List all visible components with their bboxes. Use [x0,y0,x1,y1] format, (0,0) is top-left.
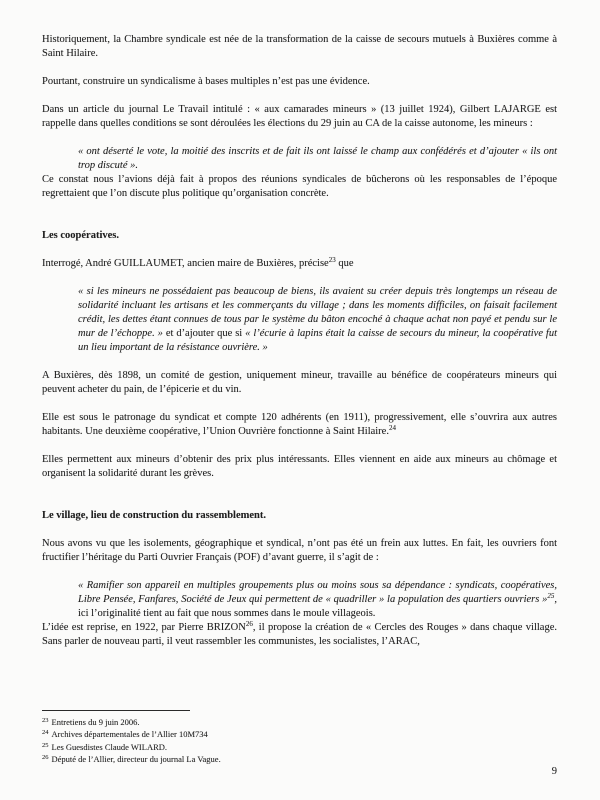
footnote-number: 26 [42,754,49,762]
text-segment: que [335,258,354,269]
footnote-number: 23 [42,717,49,724]
quote-roman-segment: et d’ajouter que si [165,328,246,339]
block-quote-ramifier [78,579,557,621]
block-quote-solidarite [78,285,557,355]
quote-italic-segment: « l’écurie à lapins était la caisse de secours du mineur, la coopérative fut un lieu important de la résistance ouvrière. » [78,328,557,353]
footnote-26 [42,753,557,765]
paragraph-ce-constat: Ce constat nous l’avions déjà fait à propos des réunions syndicales de bûcherons où les responsables de l’époque regrettaient que l’on discute plus politique qu’organisation concrète. [42,174,557,199]
paragraph-guillaumet [42,257,557,271]
footnote-ref-23: 23 [328,256,336,264]
paragraph-prix: Elles permettent aux mineurs d’obtenir des prix plus intéressants. Elles viennent en aide aux mineurs au chômage et organisent la solidarité durant les grèves. [42,454,557,479]
text-segment: Elle est sous le patronage du syndicat et compte 120 adhérents (en 1911), progressivement, elle s’ouvrira aux autres habitants. Une deuxième coopérative, l’Union Ouvrière fonctionne à Saint Hilaire. [42,412,557,437]
page-number: 9 [551,766,557,777]
quote-roman-segment: , ici l’originalité tient au fait que nous sommes dans le moule villageois. [78,594,557,619]
quote-italic-segment: « si les mineurs ne possédaient pas beaucoup de biens, ils avaient su créer depuis très longtemps un réseau de solidarité incluant les artisans et les commerçants du village ; dans les moments difficiles, on faisait facilement crédit, les dettes étant connues de tous par le système du bâton encoché à chaque achat non payé et pendu sur le mur de l’échoppe. » [78,286,557,339]
quote-italic-segment: « Ramifier son appareil en multiples groupements plus ou moins sous sa dépendance : syndicats, coopératives, Libre Pensée, Fanfares, Société de Jeux qui permettent de « quadriller » la population des quartiers ouvriers » [78,580,557,605]
footnote-ref-24: 24 [388,424,396,432]
footnote-number: 24 [42,729,49,737]
footnote-text: Les Guesdistes Claude WILARD. [51,741,168,752]
footnote-text: Député de l’Allier, directeur du journal La Vague. [51,754,221,765]
text-segment: , il propose la création de « Cercles des Rouges » dans chaque village. Sans parler de nouveau parti, il veut rassembler les communistes, les socialistes, l’ARAC, [42,622,557,647]
footnotes-section [42,710,557,766]
paragraph-patronage [42,411,557,439]
footnote-24 [42,728,557,740]
block-quote-elections: « ont déserté le vote, la moitié des inscrits et de fait ils ont laissé le champ aux confédérés et d’ajouter « ils ont trop discuté ». [78,146,557,171]
text-segment: Interrogé, André GUILLAUMET, ancien maire de Buxières, précise [42,258,329,269]
footnote-ref-25: 25 [547,592,555,600]
footnote-25 [42,741,557,753]
paragraph-brizon [42,621,557,649]
paragraph-comite-gestion: A Buxières, dès 1898, un comité de gestion, uniquement mineur, travaille au bénéfice de coopérateurs mineurs qui peuvent acheter du pain, de l’épicerie et du vin. [42,370,557,395]
section-heading-cooperatives: Les coopératives. [42,230,119,241]
paragraph-le-travail: Dans un article du journal Le Travail intitulé : « aux camarades mineurs » (13 juillet 1924), Gilbert LAJARGE est rappelle dans quelles conditions se sont déroulées les élections du 29 juin au CA de la caisse autonome, les mineurs : [42,104,557,129]
footnote-separator [42,710,190,711]
paragraph-pourtant: Pourtant, construire un syndicalisme à bases multiples n’est pas une évidence. [42,76,370,87]
paragraph-isolements: Nous avons vu que les isolements, géographique et syndical, n’ont pas été un frein aux luttes. En fait, les ouvriers font fructifier l’héritage du Parti Ouvrier Français (POF) d’avant guerre, il s’agit de : [42,538,557,563]
paragraph-historique: Historiquement, la Chambre syndicale est née de la transformation de la caisse de secours mutuels à Buxières comme à Saint Hilaire. [42,34,557,59]
section-heading-village: Le village, lieu de construction du rassemblement. [42,510,266,521]
footnote-text: Archives départementales de l’Allier 10M734 [51,729,208,740]
footnote-text: Entretiens du 9 juin 2006. [51,717,140,727]
footnote-ref-26: 26 [245,620,253,628]
text-segment: L’idée est reprise, en 1922, par Pierre BRIZON [42,622,246,633]
footnote-number: 25 [42,741,49,749]
footnote-23 [42,716,557,728]
